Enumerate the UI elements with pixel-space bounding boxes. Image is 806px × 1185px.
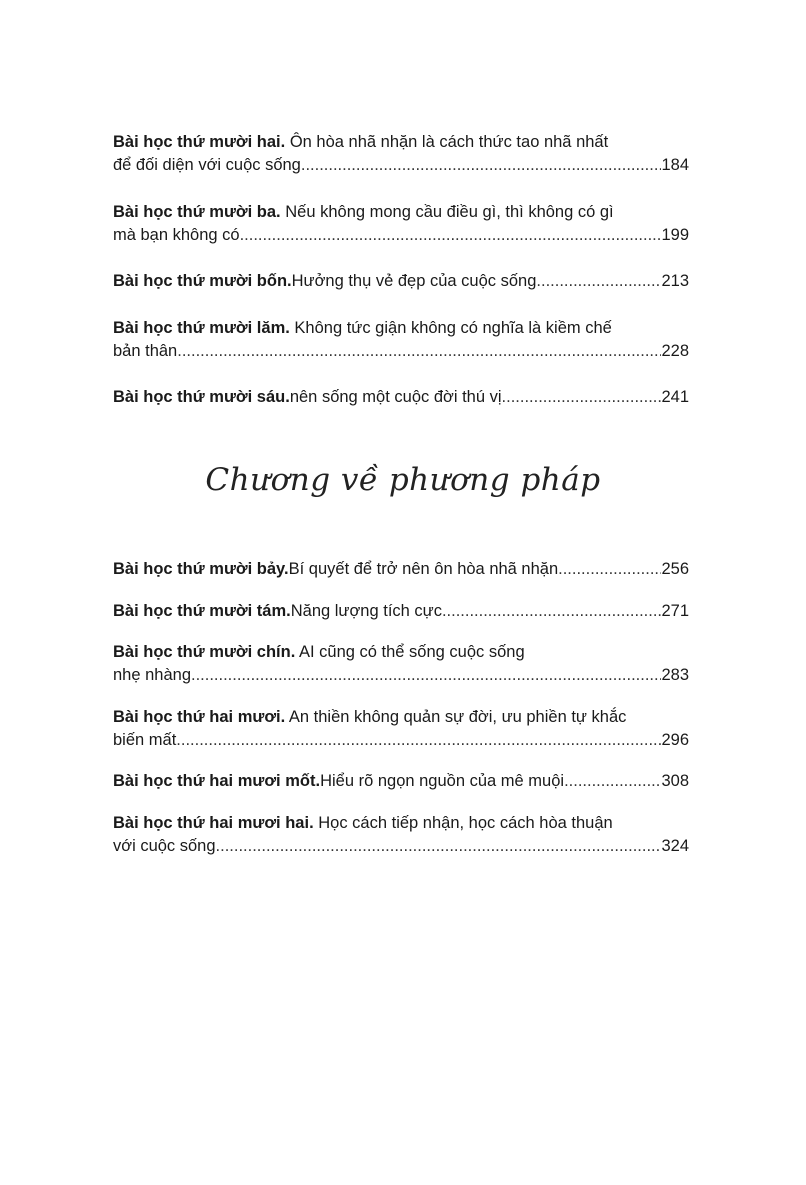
toc-entry-title: Bài học thứ hai mươi. [113,707,286,726]
dot-leader [240,224,662,247]
toc-entry-last-line [113,154,689,177]
toc-entry-title: Bài học thứ mười lăm. [113,318,290,337]
toc-entry-title: Bài học thứ mười bốn. [113,272,292,290]
toc-page-number: 241 [661,388,689,406]
toc-entry-first-line [113,812,689,835]
toc-entry-first-line [113,641,689,664]
toc-page-number: 228 [661,341,689,360]
toc-entry-title: Bài học thứ hai mươi mốt. [113,772,321,790]
toc-entry-title: Bài học thứ mười ba. [113,202,281,221]
toc-entry-text: Không tức giận không có nghĩa là kiềm chế [289,318,612,337]
toc-entry-last-line [113,664,689,687]
dot-leader [191,664,661,687]
toc-entry-line [113,600,689,623]
toc-entry-last-line [113,835,689,858]
toc-entry-last-line [113,729,689,752]
chapter-heading: Chương về phương pháp [205,462,601,498]
toc-entry[interactable] [113,706,689,752]
dot-leader [558,558,661,581]
toc-entry-text: AI cũng có thể sống cuộc sống [295,643,525,661]
dot-leader [216,835,662,858]
toc-entry-title: Bài học thứ mười tám. [113,601,291,620]
toc-entry-text-cont: để đối diện với cuộc sống [113,156,301,174]
toc-entry-first-line [113,131,689,154]
toc-entry-first-line [113,317,689,340]
toc-entry-title: Bài học thứ mười sáu. [113,388,290,406]
toc-entry-text-cont: với cuộc sống [113,836,216,855]
toc-entry-first-line [113,706,689,729]
dot-leader [301,154,662,177]
toc-entry-title: Bài học thứ mười bảy. [113,560,289,578]
dot-leader [564,770,661,793]
toc-entry-text: Bí quyết để trở nên ôn hòa nhã nhặn [288,560,559,578]
toc-entry-title: Bài học thứ hai mươi hai. [113,813,314,832]
dot-leader [442,600,662,623]
toc-entry-text-cont: bản thân [113,341,178,360]
toc-page-number: 213 [661,272,689,290]
toc-entry[interactable] [113,812,689,858]
dot-leader [536,270,661,293]
toc-entry[interactable] [113,770,689,793]
toc-entry[interactable] [113,641,689,687]
toc-page-number: 256 [661,560,689,578]
toc-entry[interactable] [113,317,689,363]
toc-entry-text: Hiểu rõ ngọn nguồn của mê muội [320,772,565,790]
toc-entry-text: Năng lượng tích cực [290,601,442,620]
toc-entry-title: Bài học thứ mười hai. [113,133,286,151]
toc-page-number: 296 [661,730,689,749]
toc-page-number: 184 [661,156,689,174]
toc-entry-text: Hưởng thụ vẻ đẹp của cuộc sống [291,272,537,290]
toc-entry[interactable] [113,386,689,409]
dot-leader [502,386,662,409]
toc-entry-line [113,386,689,409]
toc-section-2 [113,558,689,876]
toc-page-number: 283 [661,666,689,684]
toc-entry-line [113,270,689,293]
toc-entry-line [113,770,689,793]
toc-entry-text: Nếu không mong cầu điều gì, thì không có gì [280,202,614,221]
toc-entry-title: Bài học thứ mười chín. [113,643,296,661]
toc-entry[interactable] [113,131,689,177]
toc-entry-first-line [113,201,689,224]
toc-page-number: 199 [661,225,689,244]
toc-entry[interactable] [113,270,689,293]
toc-entry-last-line [113,340,689,363]
toc-entry-text-cont: biến mất [113,730,177,749]
toc-page-number: 324 [661,836,689,855]
toc-entry-last-line [113,224,689,247]
dot-leader [176,729,661,752]
toc-entry[interactable] [113,558,689,581]
toc-entry-text: Ôn hòa nhã nhặn là cách thức tao nhã nhất [285,133,609,151]
dot-leader [177,340,661,363]
toc-entry-text: Học cách tiếp nhận, học cách hòa thuận [313,813,613,832]
toc-page-number: 308 [661,772,689,790]
toc-entry-line [113,558,689,581]
toc-entry[interactable] [113,201,689,247]
toc-page-number: 271 [661,601,689,620]
toc-entry-text: An thiền không quản sự đời, ưu phiền tự khắc [285,707,627,726]
toc-entry-text-cont: nhẹ nhàng [113,666,191,684]
toc-section-1 [113,131,689,433]
toc-entry-text-cont: mà bạn không có [113,225,240,244]
toc-entry[interactable] [113,600,689,623]
toc-entry-text: nên sống một cuộc đời thú vị [289,388,502,406]
